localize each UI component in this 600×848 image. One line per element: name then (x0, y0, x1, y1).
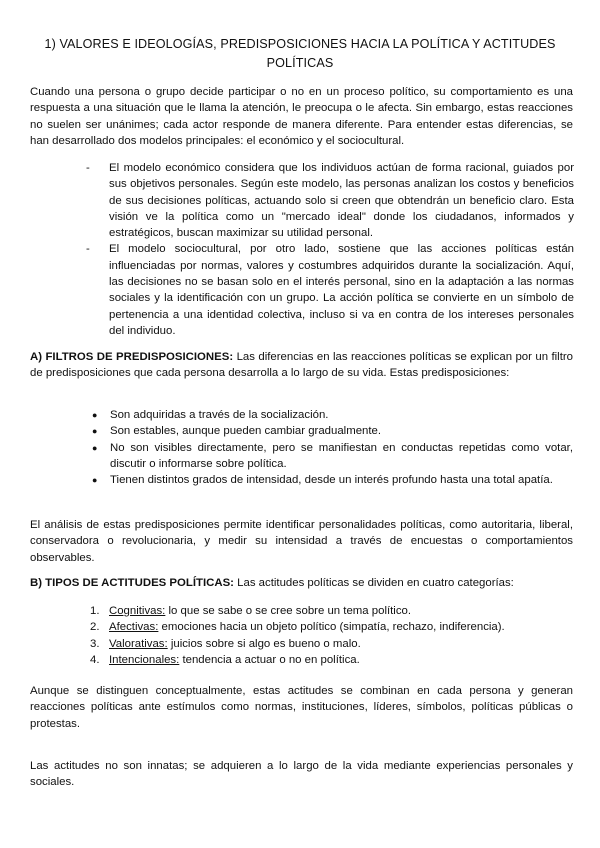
section-a-heading: A) FILTROS DE PREDISPOSICIONES: (30, 351, 234, 363)
item-number: 1. (90, 605, 100, 617)
list-item (90, 636, 573, 652)
combination-paragraph: Aunque se distinguen conceptualmente, estas actitudes se combinan en cada persona y generan reacciones políticas ante estímulos como normas, instituciones, líderes, símbolos, políticas públicas o protestas. (30, 685, 573, 730)
bullet-marker: ● (92, 410, 98, 420)
section-a-paragraph (30, 349, 573, 382)
list-item (90, 619, 573, 635)
dash-marker: - (86, 243, 90, 256)
attitude-term: Intencionales: (109, 653, 180, 666)
section-a-text: Las diferencias en las reacciones políticas se explican por un filtro de predisposiciones que cada persona desarrolla a lo largo de su vida. Estas predisposiciones: (30, 351, 573, 380)
list-item (90, 603, 573, 619)
list-item-text: Son estables, aunque pueden cambiar gradualmente. (110, 425, 382, 438)
closing-paragraph: Las actitudes no son innatas; se adquieren a lo largo de la vida mediante experiencias personales y sociales. (30, 760, 573, 789)
bullet-marker: ● (92, 442, 98, 453)
section-b-text: Las actitudes políticas se dividen en cuatro categorías: (233, 577, 514, 589)
list-item-text: El modelo económico considera que los individuos actúan de forma racional, guiados por sus objetivos personales. Según este modelo, las personas analizan los costos y beneficios de sus decisiones políticas, actuando solo si creen que obtendrán un beneficio claro. Esta visión ve la política como un "mercado ideal" donde los ciudadanos, informados y estratégicos, buscan maximizar su utilidad personal. (109, 162, 574, 240)
bullet-marker: ● (92, 426, 98, 437)
attitude-description: tendencia a actuar o no en política. (179, 653, 360, 666)
list-item-text: Son adquiridas a través de la socialización. (110, 409, 329, 421)
attitude-description: juicios sobre si algo es bueno o malo. (167, 637, 361, 650)
item-number: 3. (90, 637, 100, 650)
attitude-description: lo que se sabe o se cree sobre un tema político. (165, 605, 412, 617)
list-item-text: Tienen distintos grados de intensidad, desde un interés profundo hasta una total apatía. (110, 474, 553, 487)
attitude-term: Afectivas: (109, 621, 159, 634)
item-number: 4. (90, 653, 100, 666)
models-list (86, 160, 574, 339)
list-item (92, 440, 573, 473)
analysis-paragraph: El análisis de estas predisposiciones permite identificar personalidades políticas, como autoritaria, liberal, conservadora o revolucionaria, y medir su intensidad a través de encuestas o comportamientos observables. (30, 519, 573, 564)
attitudes-list (90, 603, 573, 668)
attitude-term: Cognitivas: (109, 605, 166, 617)
section-b-heading: B) TIPOS DE ACTITUDES POLÍTICAS: (30, 577, 234, 589)
bullet-marker: ● (92, 475, 98, 486)
attitude-description: emociones hacia un objeto político (simpatía, rechazo, indiferencia). (158, 621, 505, 634)
list-item (92, 472, 573, 488)
dash-marker: - (86, 162, 90, 174)
list-item (92, 423, 573, 439)
list-item (92, 407, 573, 423)
list-item (90, 652, 573, 668)
page-title: 1) VALORES E IDEOLOGÍAS, PREDISPOSICIONES HACIA LA POLÍTICA Y ACTITUDES POLÍTICAS (44, 37, 556, 70)
list-item-text: El modelo sociocultural, por otro lado, sostiene que las acciones políticas están influenciadas por normas, valores y costumbres adquiridos durante la socialización. Aquí, las decisiones no se basan solo en el interés personal, sino en la adaptación a las normas sociales y la identificación con un grupo. La acción política se convierte en un símbolo de pertenencia a una identidad colectiva, incluso si va en contra de los intereses personales del individuo. (109, 243, 574, 337)
list-item (86, 160, 574, 241)
section-b-paragraph (30, 575, 573, 591)
intro-paragraph: Cuando una persona o grupo decide participar o no en un proceso político, su comportamiento es una respuesta a una situación que le llama la atención, le preocupa o le afecta. Sin embargo, estas reacciones no suelen ser unánimes; cada actor responde de manera diferente. Para entender estas diferencias, se han desarrollado dos modelos principales: el económico y el sociocultural. (30, 86, 573, 147)
attitude-term: Valorativas: (109, 637, 168, 650)
list-item (86, 241, 574, 339)
item-number: 2. (90, 621, 100, 634)
predispositions-list (92, 407, 573, 488)
list-item-text: No son visibles directamente, pero se manifiestan en conductas repetidas como votar, discutir o informarse sobre política. (110, 441, 573, 470)
